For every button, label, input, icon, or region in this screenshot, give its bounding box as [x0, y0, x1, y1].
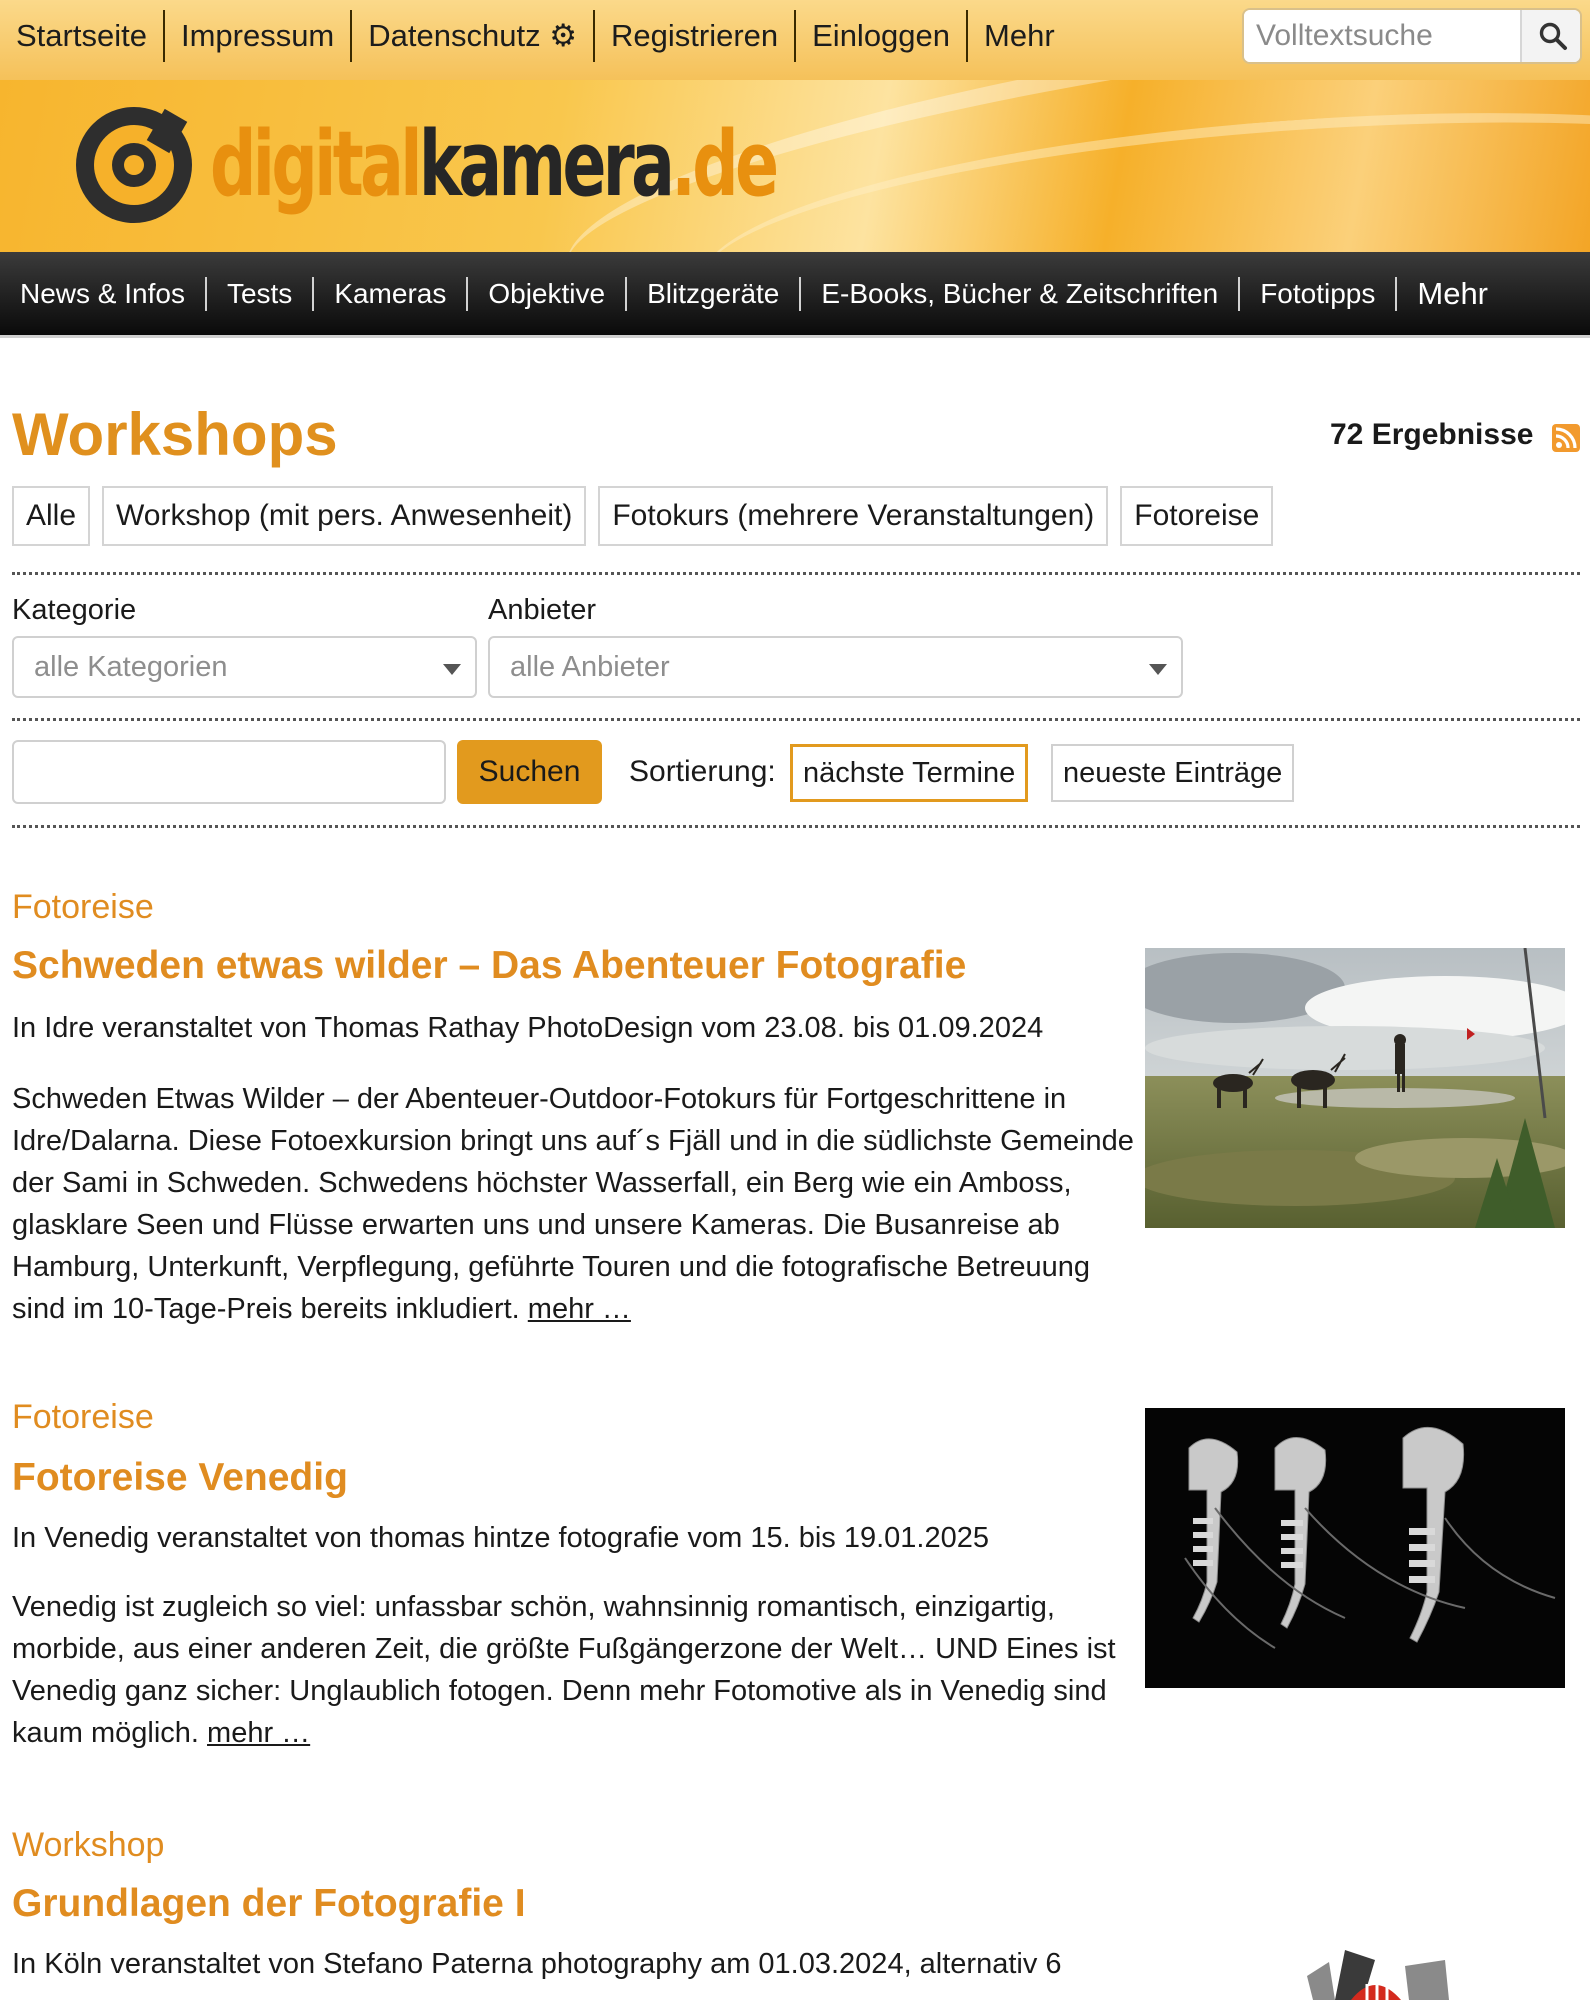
- logo-wordmark-de: .de: [671, 112, 776, 217]
- chip-alle[interactable]: Alle: [12, 486, 90, 546]
- main-nav-tests[interactable]: Tests: [207, 277, 314, 311]
- anbieter-select[interactable]: [488, 636, 1183, 698]
- kategorie-select[interactable]: [12, 636, 477, 698]
- entry-description-text: Venedig ist zugleich so viel: unfassbar schön, wahnsinnig romantisch, einzigartig, morbide, aus einer anderen Zeit, die größte Fußgängerzone der Welt… UND Eines ist Venedig ganz sicher: Unglaublich fotogen. Denn mehr Fotomotive als in Venedig sind kaum möglich.: [12, 1591, 1116, 1749]
- main-nav-kameras[interactable]: Kameras: [314, 277, 468, 311]
- site-search-button[interactable]: [1520, 10, 1582, 62]
- top-nav-datenschutz[interactable]: Datenschutz ⚙: [352, 10, 595, 62]
- main-nav-fototipps[interactable]: Fototipps: [1240, 277, 1397, 311]
- main-nav-mehr[interactable]: Mehr: [1417, 275, 1489, 311]
- entry-category: Fotoreise: [12, 888, 154, 926]
- aperture-logo-image: [1145, 1926, 1565, 2000]
- sort-neueste-eintraege[interactable]: neueste Einträge: [1051, 744, 1294, 802]
- workshop-search-input[interactable]: [12, 740, 446, 804]
- main-nav: [0, 252, 1590, 338]
- entry-image[interactable]: [1145, 1926, 1565, 2000]
- entry-image[interactable]: [1145, 1408, 1565, 1688]
- divider: [12, 572, 1580, 575]
- site-banner: [0, 80, 1590, 252]
- top-nav-mehr[interactable]: Mehr: [984, 18, 1055, 53]
- suchen-button[interactable]: Suchen: [457, 740, 602, 804]
- entry-title[interactable]: Grundlagen der Fotografie I: [12, 1882, 526, 1925]
- top-nav-registrieren[interactable]: Registrieren: [595, 10, 796, 62]
- entry-category: Workshop: [12, 1826, 165, 1864]
- entry-description-text: Schweden Etwas Wilder – der Abenteuer-Outdoor-Fotokurs für Fortgeschrittene in Idre/Dalarna. Diese Fotoexkursion bringt uns auf´s Fjäll und in die südlichste Gemeinde der Sami in Schweden. Schwedens höchster Wasserfall, ein Berg wie ein Amboss, glasklare Seen und Flüsse erwarten uns und unsere Kameras. Die Busanreise ab Hamburg, Unterkunft, Verpflegung, geführte Touren und die fotografische Betreuung sind im 10-Tage-Preis bereits inkludiert.: [12, 1083, 1134, 1325]
- chip-workshop[interactable]: Workshop (mit pers. Anwesenheit): [102, 486, 586, 546]
- site-search: [1242, 8, 1582, 64]
- entry-description: [12, 1078, 1142, 1330]
- divider: [12, 825, 1580, 828]
- entry-meta: In Idre veranstaltet von Thomas Rathay PhotoDesign vom 23.08. bis 01.09.2024: [12, 1012, 1044, 1044]
- top-nav-einloggen[interactable]: Einloggen: [796, 10, 968, 62]
- sort-naechste-termine[interactable]: nächste Termine: [790, 744, 1028, 802]
- page-title: Workshops: [12, 401, 338, 468]
- entry-meta: In Venedig veranstaltet von thomas hintze fotografie vom 15. bis 19.01.2025: [12, 1522, 989, 1554]
- entry-more-link[interactable]: mehr …: [527, 1293, 631, 1325]
- anbieter-value: alle Anbieter: [510, 651, 670, 683]
- logo-mark-icon: [72, 103, 196, 227]
- top-nav-impressum[interactable]: Impressum: [165, 10, 352, 62]
- result-count: 72 Ergebnisse: [1330, 418, 1534, 451]
- kategorie-value: alle Kategorien: [34, 651, 228, 683]
- main-nav-objektive[interactable]: Objektive: [468, 277, 627, 311]
- search-icon: [1538, 21, 1568, 51]
- chevron-down-icon: [1149, 664, 1167, 675]
- site-logo[interactable]: [72, 100, 995, 230]
- sort-label: Sortierung:: [629, 755, 776, 788]
- entry-more-link[interactable]: mehr …: [207, 1717, 311, 1749]
- main-nav-news[interactable]: News & Infos: [0, 277, 207, 311]
- entry-category: Fotoreise: [12, 1398, 154, 1436]
- logo-wordmark-kamera: kamera: [418, 112, 672, 217]
- entry-meta: In Köln veranstaltet von Stefano Paterna photography am 01.03.2024, alternativ 6: [12, 1948, 1062, 1980]
- entry-title[interactable]: Schweden etwas wilder – Das Abenteuer Fotografie: [12, 944, 967, 987]
- rss-icon[interactable]: [1552, 424, 1580, 452]
- main-nav-ebooks[interactable]: E-Books, Bücher & Zeitschriften: [801, 277, 1240, 311]
- logo-wordmark: [210, 112, 776, 217]
- divider: [12, 718, 1580, 721]
- main-nav-blitzgeraete[interactable]: Blitzgeräte: [627, 277, 801, 311]
- top-nav: [0, 10, 1071, 62]
- reindeer-landscape-image: [1145, 948, 1565, 1228]
- chip-fotoreise[interactable]: Fotoreise: [1120, 486, 1273, 546]
- anbieter-label: Anbieter: [488, 594, 597, 626]
- entry-description: [12, 1586, 1142, 1754]
- logo-wordmark-digital: digital: [210, 112, 419, 217]
- type-filter-chips: [12, 486, 1285, 546]
- entry-image[interactable]: [1145, 948, 1565, 1228]
- chip-fotokurs[interactable]: Fotokurs (mehrere Veranstaltungen): [598, 486, 1108, 546]
- kategorie-label: Kategorie: [12, 594, 137, 626]
- chevron-down-icon: [443, 664, 461, 675]
- site-search-input[interactable]: [1244, 10, 1520, 62]
- top-bar: [0, 0, 1590, 80]
- top-nav-startseite[interactable]: Startseite: [0, 10, 165, 62]
- entry-title[interactable]: Fotoreise Venedig: [12, 1456, 348, 1499]
- gondola-prows-image: [1145, 1408, 1565, 1688]
